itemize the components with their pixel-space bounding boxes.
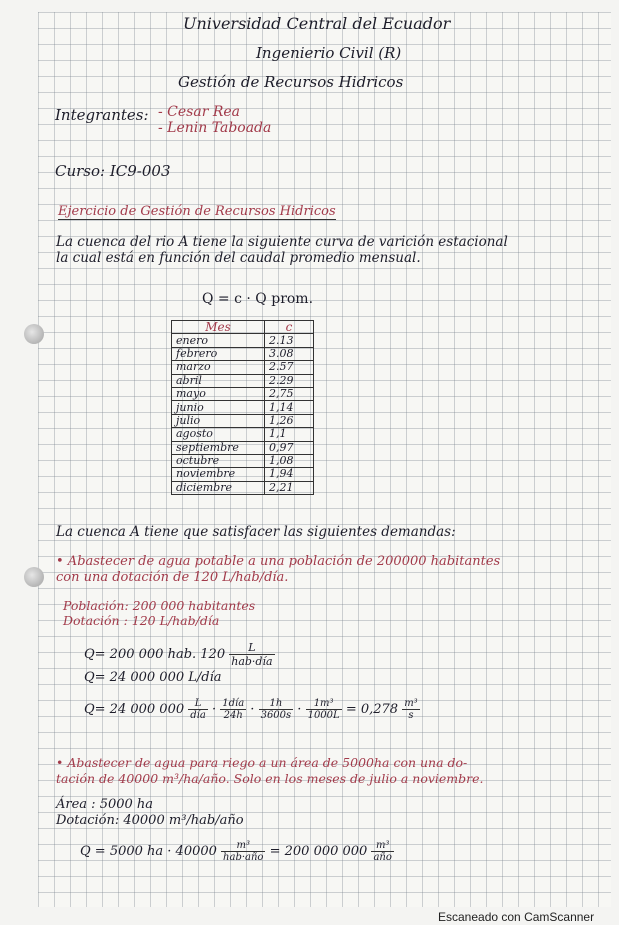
dotation-value: Dotación : 120 L/hab/día bbox=[63, 613, 220, 628]
demand1-line: • Abastecer de agua potable a una población de 200000 habitantes bbox=[56, 554, 501, 569]
numerator: L bbox=[188, 698, 208, 710]
calc2: Q= 24 000 000 L/día bbox=[84, 670, 222, 685]
numerator: 1día bbox=[222, 698, 245, 709]
members-label: Integrantes: bbox=[55, 106, 149, 124]
coef-cell: 1,1 bbox=[265, 428, 314, 441]
population-value: Población: 200 000 habitantes bbox=[63, 598, 256, 613]
column-header-c: c bbox=[265, 321, 314, 334]
denominator: 1000L bbox=[307, 710, 340, 721]
table-header-row bbox=[172, 321, 314, 334]
month-cell: octubre bbox=[172, 454, 265, 467]
subject-title: Gestión de Recursos Hidricos bbox=[178, 73, 404, 91]
denominator: hab·día bbox=[231, 655, 273, 668]
fraction bbox=[221, 840, 265, 863]
month-cell: abril bbox=[172, 374, 265, 387]
coef-cell: 0,97 bbox=[265, 441, 314, 454]
month-cell: noviembre bbox=[172, 468, 265, 481]
intro-line: la cual está en función del caudal promedio mensual. bbox=[56, 250, 421, 266]
table-row bbox=[172, 428, 314, 441]
dotation-value: Dotación: 40000 m³/hab/año bbox=[56, 813, 244, 828]
denominator: s bbox=[408, 710, 414, 721]
demand2-line: • Abastecer de agua para riego a un área de 5000ha con una do- bbox=[56, 755, 468, 770]
fraction bbox=[220, 698, 246, 721]
table-row bbox=[172, 387, 314, 400]
month-cell: agosto bbox=[172, 428, 265, 441]
coef-cell: 2,21 bbox=[265, 481, 314, 494]
table-row bbox=[172, 361, 314, 374]
month-cell: mayo bbox=[172, 387, 265, 400]
seasonal-coefficient-table bbox=[171, 320, 314, 495]
calc-result: = 200 000 000 bbox=[269, 844, 368, 859]
course-label: Curso: IC9-003 bbox=[55, 162, 171, 180]
calc1 bbox=[84, 641, 275, 668]
calc3-left: Q= 24 000 000 bbox=[84, 702, 185, 717]
calc-left: Q = 5000 ha · 40000 bbox=[80, 844, 217, 859]
coef-cell: 3.08 bbox=[265, 347, 314, 360]
coef-cell: 2,75 bbox=[265, 387, 314, 400]
demand1-line: con una dotación de 120 L/hab/día. bbox=[56, 570, 289, 585]
university-title: Universidad Central del Ecuador bbox=[183, 14, 451, 33]
fraction bbox=[229, 641, 274, 668]
column-header-month: Mes bbox=[172, 321, 265, 334]
numerator: m³ bbox=[404, 698, 418, 709]
member-name: - Lenin Taboada bbox=[158, 120, 272, 136]
calc3: Q= 24 000 000 $\frac{L}{\text{día}}$ · $\frac{\text{1día}}{24h}$ · $\frac{1h}{3600s}$ · $\frac{\text{1m³}}{1000L}$ = 0,278 $\frac{\text{m³}}{s}$ bbox=[84, 698, 418, 721]
binder-hole bbox=[24, 567, 44, 587]
table-row bbox=[172, 401, 314, 414]
coef-cell: 1,26 bbox=[265, 414, 314, 427]
table-row bbox=[172, 481, 314, 494]
calc1-left: Q= 200 000 hab. 120 bbox=[84, 647, 226, 662]
table-row bbox=[172, 374, 314, 387]
calc-irrigation bbox=[80, 840, 394, 863]
month-cell: junio bbox=[172, 401, 265, 414]
numerator: L bbox=[229, 641, 274, 655]
intro-line: La cuenca del rio A tiene la siguiente curva de varición estacional bbox=[56, 234, 508, 250]
fraction bbox=[306, 698, 342, 721]
numerator: 1m³ bbox=[306, 698, 342, 710]
denominator: hab·año bbox=[223, 852, 264, 863]
table-row bbox=[172, 441, 314, 454]
coef-cell: 2.57 bbox=[265, 361, 314, 374]
denominator: 24h bbox=[223, 710, 243, 721]
coef-cell: 2.13 bbox=[265, 334, 314, 347]
month-cell: septiembre bbox=[172, 441, 265, 454]
fraction bbox=[402, 698, 420, 721]
coef-cell: 2.29 bbox=[265, 374, 314, 387]
fraction bbox=[371, 840, 393, 863]
denominator: año bbox=[373, 852, 392, 863]
table-row bbox=[172, 454, 314, 467]
area-value: Área : 5000 ha bbox=[56, 797, 154, 812]
demand2-line: tación de 40000 m³/ha/año. Solo en los meses de julio a noviembre. bbox=[56, 771, 484, 786]
calc3-result: = 0,278 bbox=[345, 702, 399, 717]
month-cell: febrero bbox=[172, 347, 265, 360]
faculty-title: Ingenierio Civil (R) bbox=[256, 44, 402, 62]
table-row bbox=[172, 468, 314, 481]
coef-cell: 1,94 bbox=[265, 468, 314, 481]
exercise-title: Ejercicio de Gestión de Recursos Hidricos bbox=[58, 204, 336, 219]
table-row bbox=[172, 414, 314, 427]
coef-cell: 1,14 bbox=[265, 401, 314, 414]
table-row bbox=[172, 347, 314, 360]
scanner-watermark: Escaneado con CamScanner bbox=[438, 910, 595, 924]
table-row bbox=[172, 334, 314, 347]
month-cell: julio bbox=[172, 414, 265, 427]
month-cell: enero bbox=[172, 334, 265, 347]
binder-hole bbox=[24, 324, 44, 344]
demands-intro: La cuenca A tiene que satisfacer las siguientes demandas: bbox=[56, 524, 456, 540]
member-name: - Cesar Rea bbox=[158, 104, 241, 120]
coef-cell: 1,08 bbox=[265, 454, 314, 467]
fraction bbox=[188, 698, 208, 721]
fraction bbox=[259, 698, 294, 721]
numerator: m³ bbox=[221, 840, 265, 852]
numerator: m³ bbox=[371, 840, 393, 852]
numerator: 1h bbox=[259, 698, 294, 710]
denominator: día bbox=[190, 710, 206, 721]
month-cell: marzo bbox=[172, 361, 265, 374]
denominator: 3600s bbox=[260, 710, 292, 721]
month-cell: diciembre bbox=[172, 481, 265, 494]
formula: Q = c · Q prom. bbox=[202, 291, 314, 307]
